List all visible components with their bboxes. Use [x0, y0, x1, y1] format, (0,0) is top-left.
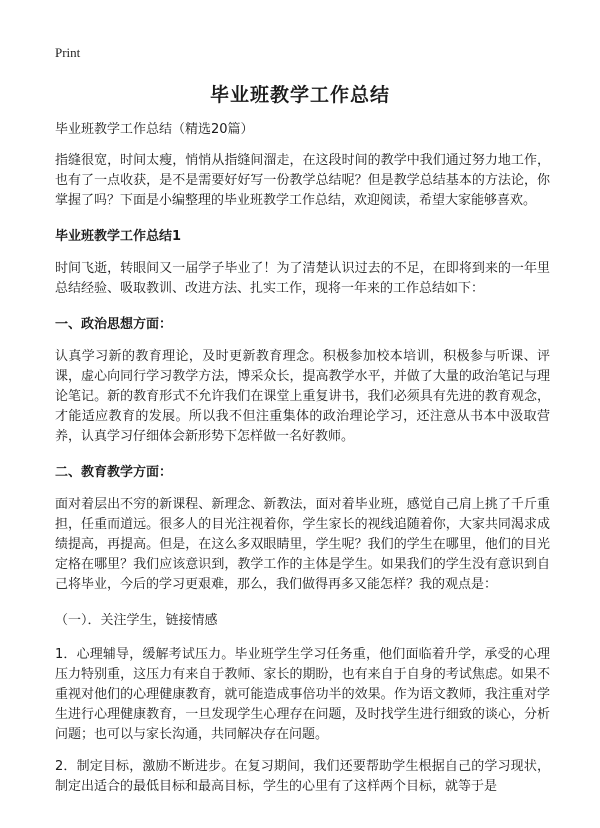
point-2-paragraph: 2．制定目标，激励不断进步。在复习期间，我们还要帮助学生根据自己的学习现状，制定出适合的最低目标和最高目标，学生的心里有了这样两个目标，就等于是	[55, 759, 550, 794]
teaching-paragraph: 面对着层出不穷的新课程、新理念、新教法，面对着毕业班，感觉自己肩上挑了千斤重担，任重而道远。很多人的目光注视着你，学生家长的视线追随着你，大家共同渴求成绩提高，再提高。但是，在这么多双眼睛里，学生呢？我们的学生在哪里，他们的目光定格在哪里？我们应该意识到，教学工作的主体是学生。如果我们的学生没有意识到自己将毕业，今后的学习更艰难，那么，我们做得再多又能怎样？我的观点是：	[55, 497, 550, 592]
subsection-heading: （一）．关注学生，链接情感	[55, 613, 218, 628]
document-subtitle: 毕业班教学工作总结（精选20篇）	[55, 122, 254, 137]
document-body	[55, 120, 550, 797]
opening-paragraph: 时间飞逝，转眼间又一届学子毕业了！为了清楚认识过去的不足，在即将到来的一年里总结经验、吸取教训、改进方法、扎实工作，现将一年来的工作总结如下：	[55, 261, 550, 296]
intro-paragraph: 指缝很宽，时间太瘦，悄悄从指缝间溜走，在这段时间的教学中我们通过努力地工作，也有了一点收获，是不是需要好好写一份教学总结呢？但是教学总结基本的方法论，你掌握了吗？下面是小编整理的毕业班教学工作总结，欢迎阅读，希望大家能够喜欢。	[55, 153, 550, 208]
teaching-heading: 二、教育教学方面：	[55, 465, 173, 480]
political-heading: 一、政治思想方面：	[55, 317, 173, 332]
page-title: 毕业班教学工作总结	[209, 84, 390, 106]
political-paragraph: 认真学习新的教育理论，及时更新教育理念。积极参加校本培训，积极参与听课、评课，虚心向同行学习教学方法，博采众长，提高教学水平，并做了大量的政治笔记与理论笔记。新的教育形式不允许我们在课堂上重复讲书，我们必须具有先进的教育观念，才能适应教育的发展。所以我不但注重集体的政治理论学习，还注意从书本中汲取营养，认真学习仔细体会新形势下怎样做一名好教师。	[55, 349, 550, 444]
print-link[interactable]: Print	[55, 45, 81, 60]
section-heading-1: 毕业班教学工作总结1	[55, 229, 182, 244]
point-1-paragraph: 1．心理辅导，缓解考试压力。毕业班学生学习任务重，他们面临着升学，承受的心理压力特别重，这压力有来自于教师、家长的期盼，也有来自于自身的考试焦虑。如果不重视对他们的心理健康教育，就可能造成事倍功半的效果。作为语文教师，我注重对学生进行心理健康教育，一旦发现学生心理存在问题，及时找学生进行细致的谈心，分析问题；也可以与家长沟通，共同解决存在问题。	[55, 647, 550, 742]
